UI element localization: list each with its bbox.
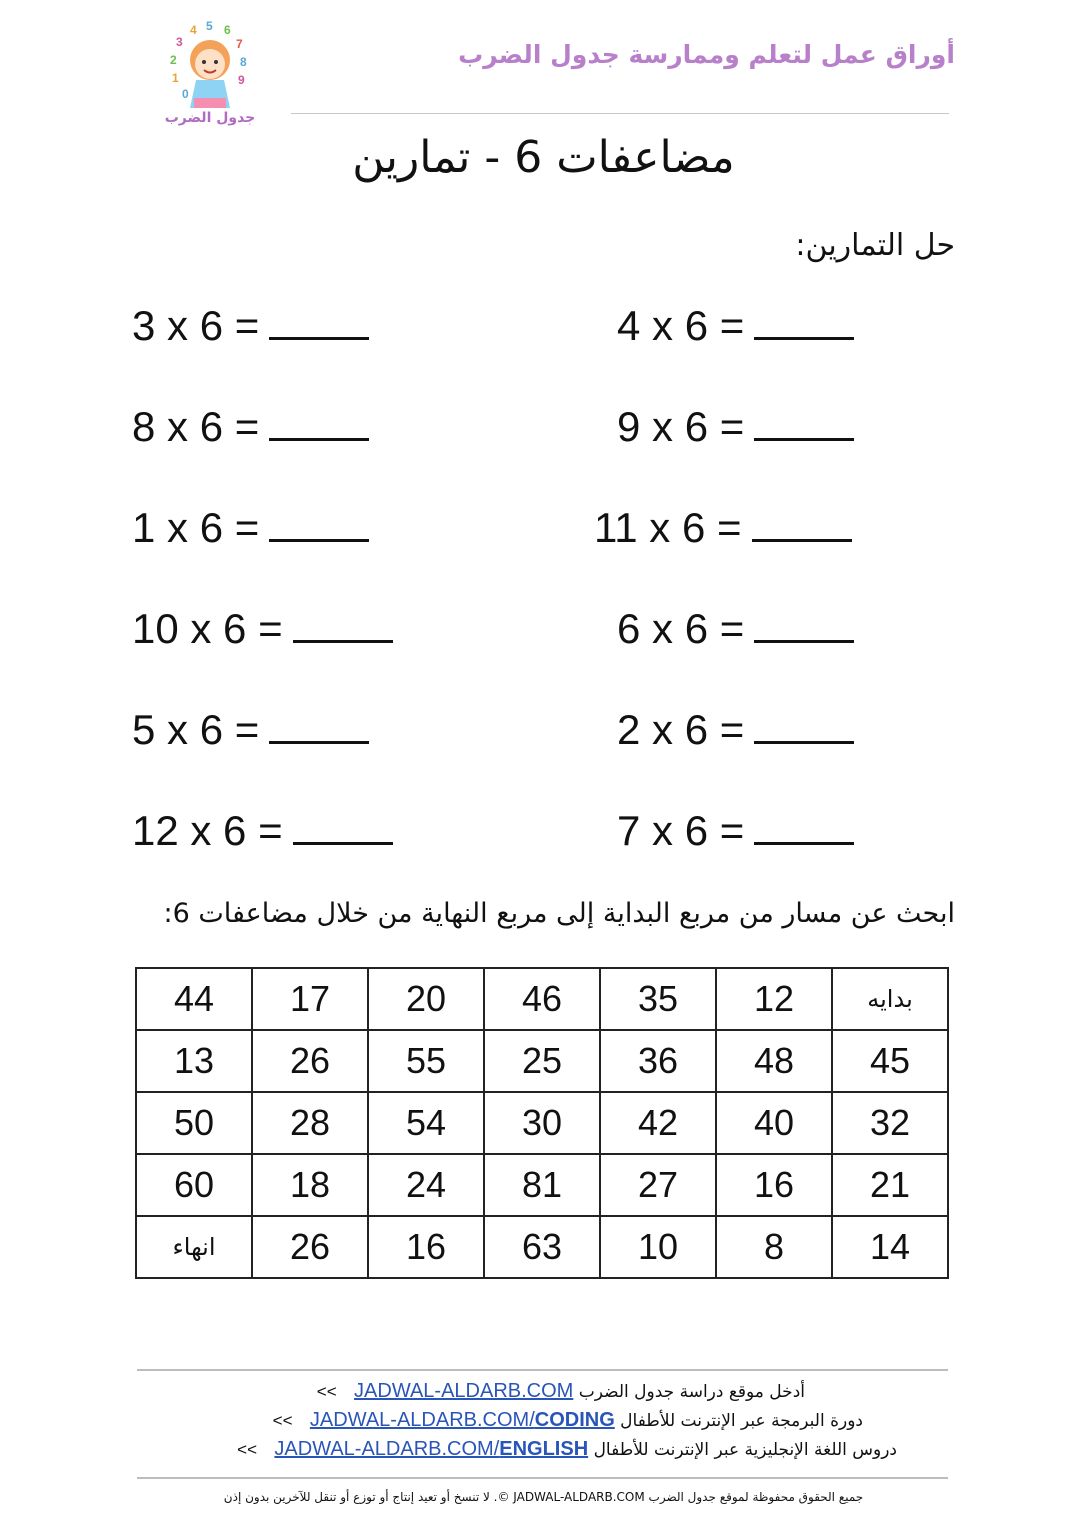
answer-blank[interactable]	[293, 812, 393, 845]
maze-row	[136, 968, 948, 1030]
answer-blank[interactable]	[752, 509, 852, 542]
header-divider	[291, 113, 949, 114]
answer-blank[interactable]	[754, 408, 854, 441]
maze-row	[136, 1030, 948, 1092]
link-bold: ENGLISH	[499, 1438, 589, 1460]
logo-digit: 4	[190, 23, 197, 37]
footer-text: دورة البرمجة عبر الإنترنت للأطفال	[620, 1411, 863, 1431]
maze-cell[interactable]: 18	[252, 1154, 368, 1216]
maze-cell[interactable]: 55	[368, 1030, 484, 1092]
footer-line-2	[261, 1409, 863, 1432]
answer-blank[interactable]	[269, 711, 369, 744]
footer-text: أدخل موقع دراسة جدول الضرب	[578, 1382, 805, 1402]
maze-cell-end[interactable]: انهاء	[136, 1216, 252, 1278]
maze-row	[136, 1216, 948, 1278]
maze-cell[interactable]: 10	[600, 1216, 716, 1278]
footer-text: دروس اللغة الإنجليزية عبر الإنترنت للأطفال	[593, 1440, 897, 1460]
logo-digit: 7	[236, 37, 243, 51]
problem-text: 11 x 6 =	[594, 504, 742, 551]
link-prefix: JADWAL-ALDARB.COM/	[274, 1438, 500, 1460]
copyright-notice: جميع الحقوق محفوظة لموقع جدول الضرب JADWAL-ALDARB.COM ©. لا تنسخ أو تعيد إنتاج أو توزع أو تنقل للآخرين بدون إذن	[223, 1490, 864, 1504]
maze-row	[136, 1092, 948, 1154]
maze-cell[interactable]: 27	[600, 1154, 716, 1216]
coding-link[interactable]	[310, 1409, 615, 1431]
answer-blank[interactable]	[269, 307, 369, 340]
problem-text: 3 x 6 =	[132, 302, 260, 349]
maze-instruction: ابحث عن مسار من مربع البداية إلى مربع النهاية من خلال مضاعفات 6:	[163, 898, 955, 929]
footer-divider-bottom	[137, 1477, 948, 1479]
girl-with-numbers-icon	[160, 20, 260, 120]
maze-cell[interactable]: 46	[484, 968, 600, 1030]
maze-cell[interactable]: 26	[252, 1216, 368, 1278]
link-prefix: JADWAL-ALDARB.COM/	[309, 1409, 535, 1431]
problem-left-2	[132, 403, 369, 451]
problem-text: 10 x 6 =	[132, 605, 283, 652]
answer-blank[interactable]	[754, 307, 854, 340]
problem-left-1	[132, 302, 369, 350]
logo-digit: 2	[170, 53, 177, 67]
logo-caption: جدول الضرب	[164, 110, 256, 126]
maze-cell[interactable]: 45	[832, 1030, 948, 1092]
maze-cell[interactable]: 20	[368, 968, 484, 1030]
problem-text: 6 x 6 =	[617, 605, 745, 652]
answer-blank[interactable]	[754, 812, 854, 845]
answer-blank[interactable]	[754, 610, 854, 643]
maze-cell[interactable]: 16	[716, 1154, 832, 1216]
english-link[interactable]	[274, 1438, 588, 1460]
problem-text: 5 x 6 =	[132, 706, 260, 753]
problem-text: 12 x 6 =	[132, 807, 283, 854]
footer-line-1	[305, 1380, 805, 1403]
maze-cell[interactable]: 54	[368, 1092, 484, 1154]
footer-arrows: <<	[272, 1411, 293, 1430]
maze-grid	[135, 967, 949, 1279]
problem-left-4	[132, 605, 393, 653]
answer-blank[interactable]	[293, 610, 393, 643]
problem-right-5	[617, 706, 854, 754]
maze-cell[interactable]: 35	[600, 968, 716, 1030]
maze-row	[136, 1154, 948, 1216]
logo-digit: 0	[182, 87, 189, 101]
maze-cell[interactable]: 50	[136, 1092, 252, 1154]
maze-cell-start[interactable]: بدايه	[832, 968, 948, 1030]
maze-cell[interactable]: 28	[252, 1092, 368, 1154]
maze-cell[interactable]: 17	[252, 968, 368, 1030]
maze-cell[interactable]: 36	[600, 1030, 716, 1092]
maze-cell[interactable]: 32	[832, 1092, 948, 1154]
problem-text: 1 x 6 =	[132, 504, 260, 551]
maze-cell[interactable]: 16	[368, 1216, 484, 1278]
maze-cell[interactable]: 81	[484, 1154, 600, 1216]
maze-cell[interactable]: 21	[832, 1154, 948, 1216]
logo-digit: 3	[176, 35, 183, 49]
maze-cell[interactable]: 25	[484, 1030, 600, 1092]
answer-blank[interactable]	[754, 711, 854, 744]
problem-right-6	[617, 807, 854, 855]
footer-arrows: <<	[316, 1382, 337, 1401]
problem-text: 9 x 6 =	[617, 403, 745, 450]
problem-left-3	[132, 504, 369, 552]
problem-text: 7 x 6 =	[617, 807, 745, 854]
site-link[interactable]: JADWAL-ALDARB.COM	[354, 1380, 574, 1402]
problem-text: 2 x 6 =	[617, 706, 745, 753]
problem-text: 4 x 6 =	[617, 302, 745, 349]
answer-blank[interactable]	[269, 408, 369, 441]
maze-cell[interactable]: 48	[716, 1030, 832, 1092]
maze-cell[interactable]: 13	[136, 1030, 252, 1092]
problem-right-1	[617, 302, 854, 350]
problem-right-3	[594, 504, 852, 552]
logo-digit: 5	[206, 20, 213, 33]
exercise-instruction: حل التمارين:	[795, 228, 955, 263]
page-title: مضاعفات 6 - تمارين	[352, 132, 735, 183]
logo-digit: 1	[172, 71, 179, 85]
logo-digit: 9	[238, 73, 245, 87]
logo-digit: 6	[224, 23, 231, 37]
maze-cell[interactable]: 60	[136, 1154, 252, 1216]
maze-cell[interactable]: 26	[252, 1030, 368, 1092]
footer-divider-top	[137, 1369, 948, 1371]
maze-cell[interactable]: 42	[600, 1092, 716, 1154]
maze-cell[interactable]: 14	[832, 1216, 948, 1278]
maze-cell[interactable]: 24	[368, 1154, 484, 1216]
maze-cell[interactable]: 8	[716, 1216, 832, 1278]
maze-cell[interactable]: 30	[484, 1092, 600, 1154]
problem-right-2	[617, 403, 854, 451]
maze-cell[interactable]: 12	[716, 968, 832, 1030]
logo-digit: 8	[240, 55, 247, 69]
header-title: أوراق عمل لتعلم وممارسة جدول الضرب	[458, 40, 955, 69]
link-bold: CODING	[534, 1409, 615, 1431]
problem-left-5	[132, 706, 369, 754]
problem-right-4	[617, 605, 854, 653]
maze-cell[interactable]: 44	[136, 968, 252, 1030]
footer-line-3	[225, 1438, 897, 1461]
footer-arrows: <<	[237, 1440, 257, 1459]
problem-text: 8 x 6 =	[132, 403, 260, 450]
maze-cell[interactable]: 40	[716, 1092, 832, 1154]
maze-cell[interactable]: 63	[484, 1216, 600, 1278]
problem-left-6	[132, 807, 393, 855]
answer-blank[interactable]	[269, 509, 369, 542]
